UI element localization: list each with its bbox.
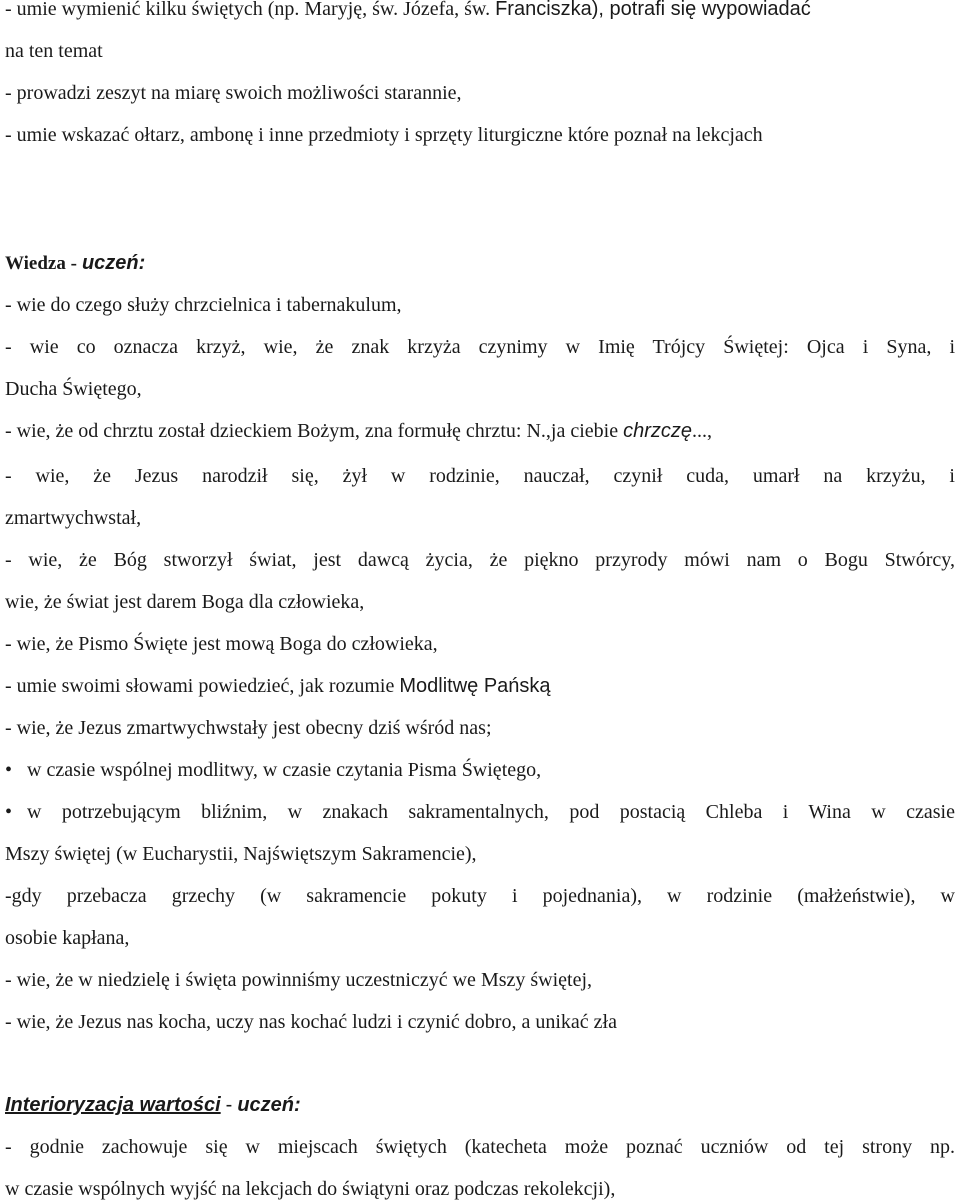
wiedza-line-4-text: - wie, że od chrztu został dzieckiem Bożym, zna formułę chrztu: N.,ja ciebie — [5, 420, 619, 442]
wiedza-line-10-sans: Modlitwę Pańską — [399, 675, 551, 697]
wiedza-line-17: - wie, że w niedzielę i święta powinniśmy uczestniczyć we Mszy świętej, — [5, 969, 593, 991]
wiedza-line-10 — [5, 673, 551, 699]
intro-line-4: - umie wskazać ołtarz, ambonę i inne przedmioty i sprzęty liturgiczne które poznał na lekcjach — [5, 124, 763, 146]
intro-line-1 — [5, 0, 811, 22]
wiedza-heading — [5, 250, 145, 277]
wiedza-bullet-2 — [5, 799, 955, 825]
wiedza-heading-italic: uczeń: — [81, 252, 146, 274]
bullet-icon: • — [5, 801, 13, 823]
wiedza-bullet-1-text: w czasie wspólnej modlitwy, w czasie czytania Pisma Świętego, — [27, 759, 542, 781]
wiedza-line-18: - wie, że Jezus nas kocha, uczy nas kochać ludzi i czynić dobro, a unikać zła — [5, 1011, 617, 1033]
interioryzacja-line-1: - godnie zachowuje się w miejscach świętych (katecheta może poznać uczniów od tej strony np. — [5, 1136, 955, 1158]
bullet-icon: • — [5, 759, 13, 781]
wiedza-line-11: - wie, że Jezus zmartwychwstały jest obecny dziś wśród nas; — [5, 717, 492, 739]
intro-line-1-text: - umie wymienić kilku świętych (np. Maryję, św. Józefa, św. — [5, 0, 491, 20]
wiedza-bullet-1 — [5, 757, 541, 783]
wiedza-line-4-end: ..., — [691, 420, 712, 442]
wiedza-line-6: zmartwychwstał, — [5, 507, 142, 529]
intro-line-1-sans: Franciszka), potrafi się wypowiadać — [495, 0, 811, 20]
wiedza-bullet-2-text: w potrzebującym bliźnim, w znakach sakramentalnych, pod postacią Chleba i Wina w czasie — [27, 801, 955, 823]
interioryzacja-heading-italic: uczeń: — [237, 1094, 301, 1116]
wiedza-line-3: Ducha Świętego, — [5, 378, 142, 400]
wiedza-line-9: - wie, że Pismo Święte jest mową Boga do człowieka, — [5, 633, 438, 655]
interioryzacja-line-2: w czasie wspólnych wyjść na lekcjach do świątyni oraz podczas rekolekcji), — [5, 1178, 616, 1200]
wiedza-line-10-text: - umie swoimi słowami powiedzieć, jak rozumie — [5, 675, 395, 697]
wiedza-line-2: - wie co oznacza krzyż, wie, że znak krzyża czynimy w Imię Trójcy Świętej: Ojca i Syna, i — [5, 336, 955, 358]
wiedza-heading-text: Wiedza - — [5, 253, 77, 274]
wiedza-line-8: wie, że świat jest darem Boga dla człowieka, — [5, 591, 365, 613]
wiedza-line-5: - wie, że Jezus narodził się, żył w rodzinie, nauczał, czynił cuda, umarł na krzyżu, i — [5, 465, 955, 487]
wiedza-line-4 — [5, 418, 712, 444]
wiedza-line-4-sans: chrzczę — [623, 420, 692, 442]
intro-line-2: na ten temat — [5, 40, 103, 62]
interioryzacja-heading-sep: - — [225, 1094, 233, 1116]
wiedza-line-7: - wie, że Bóg stworzył świat, jest dawcą życia, że piękno przyrody mówi nam o Bogu Stwórcy, — [5, 549, 955, 571]
wiedza-line-14: Mszy świętej (w Eucharystii, Najświętszym Sakramencie), — [5, 843, 477, 865]
wiedza-line-1: - wie do czego służy chrzcielnica i tabernakulum, — [5, 294, 402, 316]
wiedza-line-16: osobie kapłana, — [5, 927, 130, 949]
interioryzacja-heading — [5, 1092, 301, 1118]
interioryzacja-heading-text: Interioryzacja wartości — [5, 1094, 221, 1116]
intro-line-3: - prowadzi zeszyt na miarę swoich możliwości starannie, — [5, 82, 462, 104]
wiedza-line-15: -gdy przebacza grzechy (w sakramencie pokuty i pojednania), w rodzinie (małżeństwie), w — [5, 885, 955, 907]
